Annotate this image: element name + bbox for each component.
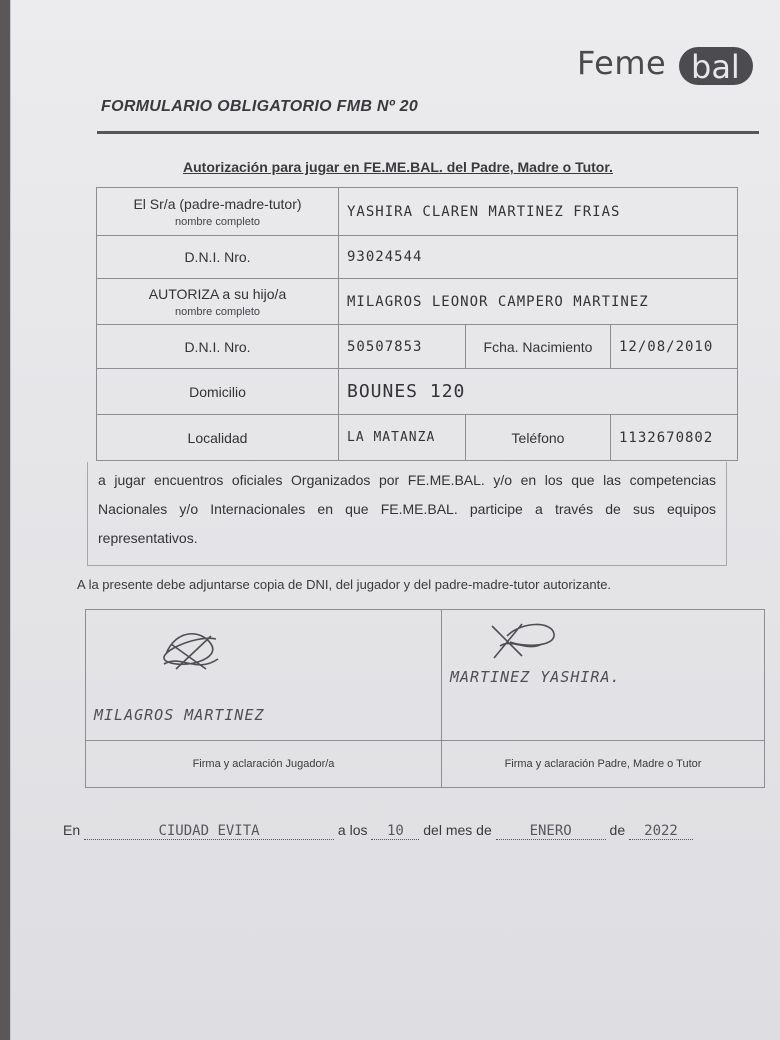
parent-signature-box[interactable] [442, 610, 765, 741]
child-name-row [97, 279, 738, 325]
logo-text-left: Feme [577, 44, 667, 82]
birth-date-label: Fcha. Nacimiento [466, 325, 611, 369]
day-field[interactable] [371, 822, 419, 840]
parent-name-label-cell [97, 188, 339, 236]
title-divider [97, 131, 759, 134]
parent-name-value[interactable]: YASHIRA CLAREN MARTINEZ FRIAS [339, 188, 738, 236]
form-title: FORMULARIO OBLIGATORIO FMB Nº 20 [101, 98, 419, 115]
femebal-logo [577, 44, 757, 92]
player-signature-caption: Firma y aclaración Jugador/a [86, 741, 442, 788]
logo-text-right: bal [691, 48, 740, 86]
footer-month-label: del mes de [423, 822, 492, 838]
signature-table [85, 609, 765, 788]
parent-signature-caption: Firma y aclaración Padre, Madre o Tutor [442, 741, 765, 788]
year-value: 2022 [644, 823, 678, 839]
footer-day-label: a los [337, 822, 368, 838]
parent-dni-label: D.N.I. Nro. [97, 236, 339, 279]
phone-label: Teléfono [466, 415, 611, 461]
parent-name-label: El Sr/a (padre-madre-tutor) [133, 195, 302, 212]
player-name-handwritten: MILAGROS MARTINEZ [94, 706, 265, 724]
date-place-line [63, 822, 693, 840]
child-name-sublabel: nombre completo [175, 305, 260, 318]
parent-dni-value[interactable]: 93024544 [339, 236, 738, 279]
parent-signature-scribble [482, 616, 562, 664]
month-field[interactable] [496, 822, 606, 840]
authorization-table [96, 187, 738, 461]
year-field[interactable] [629, 822, 693, 840]
signature-row [86, 610, 765, 741]
form-subtitle: Autorización para jugar en FE.ME.BAL. del Padre, Madre o Tutor. [183, 159, 613, 175]
player-signature-box[interactable] [86, 610, 442, 741]
address-label: Domicilio [97, 369, 339, 415]
form-paper [10, 0, 780, 1040]
child-name-label-cell [97, 279, 339, 325]
authorization-paragraph: a jugar encuentros oficiales Organizados por FE.ME.BAL. y/o en los que las competencias Nacionales y/o Internacionales en que FE.ME.BAL. participe a través de sus equipos representativos. [87, 462, 727, 566]
logo-pill [679, 47, 753, 85]
place-field[interactable] [84, 822, 334, 840]
phone-value[interactable]: 1132670802 [611, 415, 738, 461]
parent-dni-row [97, 236, 738, 279]
child-dni-row [97, 325, 738, 369]
child-name-value[interactable]: MILAGROS LEONOR CAMPERO MARTINEZ [339, 279, 738, 325]
footer-en-label: En [63, 822, 81, 838]
footer-year-label: de [609, 822, 626, 838]
parent-name-row [97, 188, 738, 236]
attachment-note: A la presente debe adjuntarse copia de DNI, del jugador y del padre-madre-tutor autorizante. [77, 577, 612, 592]
city-label: Localidad [97, 415, 339, 461]
signature-caption-row [86, 741, 765, 788]
day-value: 10 [386, 823, 404, 839]
birth-date-value[interactable]: 12/08/2010 [611, 325, 738, 369]
city-row [97, 415, 738, 461]
child-dni-label: D.N.I. Nro. [97, 325, 339, 369]
player-signature-scribble [156, 624, 226, 676]
parent-name-handwritten: MARTINEZ YASHIRA. [450, 668, 621, 686]
child-dni-value[interactable]: 50507853 [339, 325, 466, 369]
city-value[interactable]: LA MATANZA [339, 415, 466, 461]
parent-name-sublabel: nombre completo [175, 215, 260, 228]
address-value[interactable]: BOUNES 120 [339, 369, 738, 415]
place-value: CIUDAD EVITA [158, 823, 260, 839]
address-row [97, 369, 738, 415]
month-value: ENERO [529, 823, 572, 839]
child-name-label: AUTORIZA a su hijo/a [148, 285, 287, 302]
